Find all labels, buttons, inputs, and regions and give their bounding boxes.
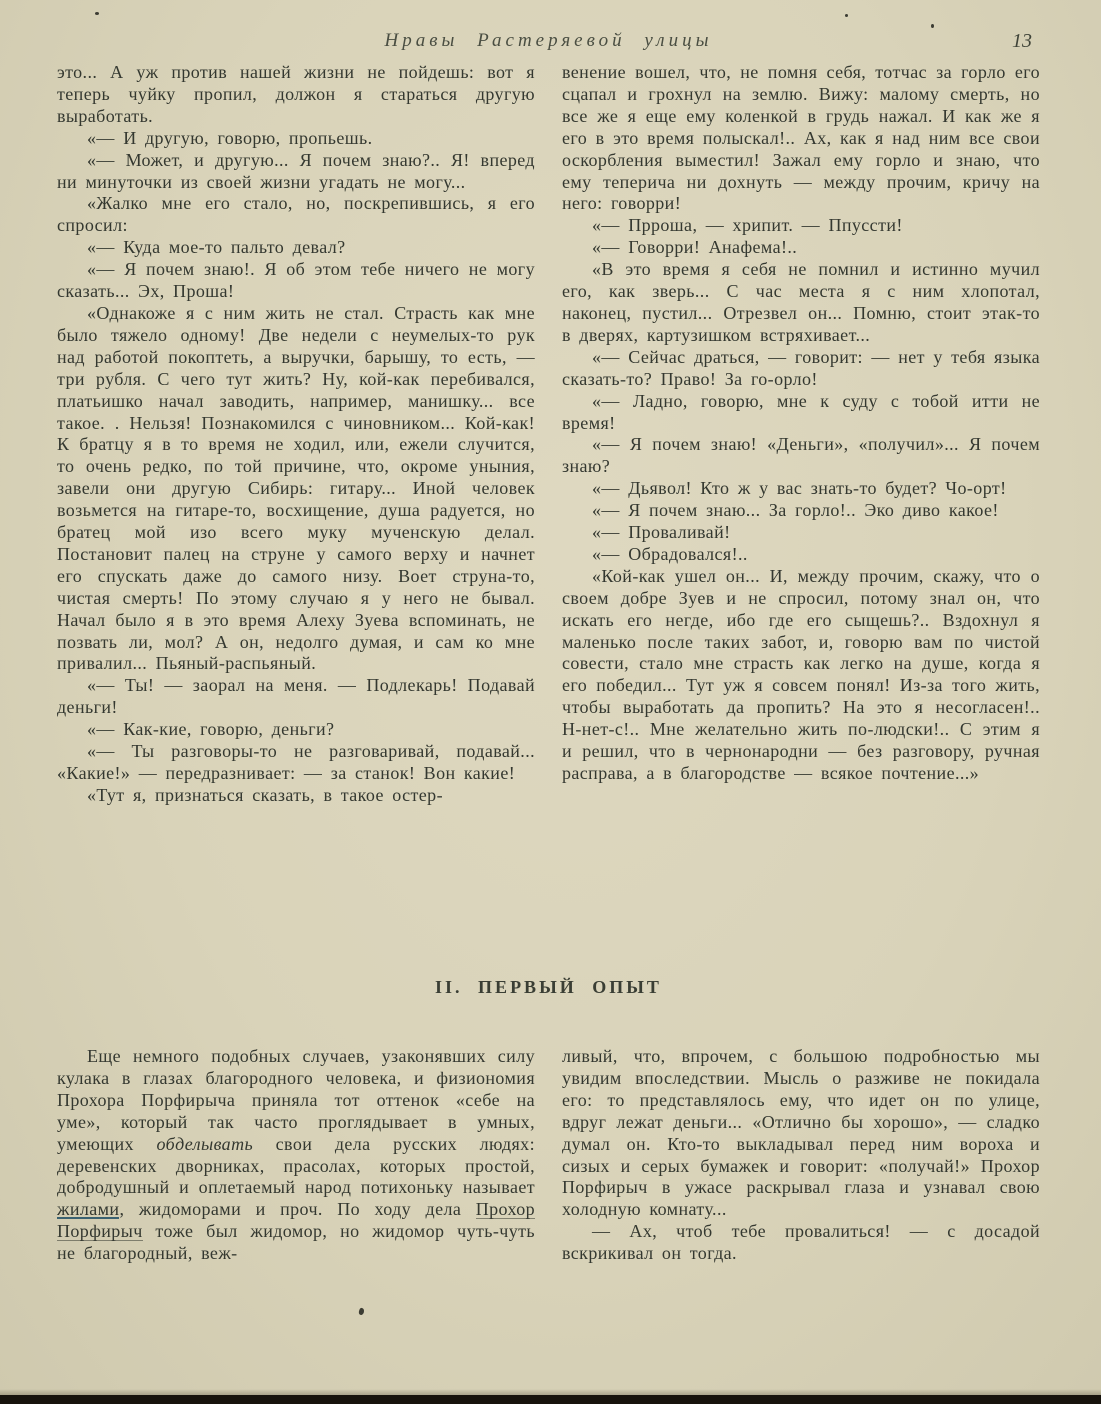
annotated-underlined-text: Прохор Порфирыч — [57, 1199, 535, 1242]
paragraph — [562, 544, 1040, 566]
text-run: «— Я почем знаю!. Я об этом тебе ничего не могу сказать... Эх, Проша! — [57, 259, 535, 302]
paragraph — [57, 741, 535, 785]
paragraph — [57, 1046, 535, 1265]
paragraph — [57, 719, 535, 741]
paragraph — [57, 62, 535, 128]
paragraph — [562, 434, 1040, 478]
text-run: «Тут я, признаться сказать, в такое остер- — [87, 784, 443, 805]
bottom-right-column — [562, 1046, 1040, 1265]
paragraph — [57, 128, 535, 150]
ink-speck — [358, 1307, 365, 1315]
text-run: «Жалко мне его стало, но, поскрепившись, я его спросил: — [57, 193, 535, 236]
text-run: «— Ладно, говорю, мне к суду с тобой итти не время! — [562, 390, 1040, 433]
text-run: «— Может, и другую... Я почем знаю?.. Я! вперед ни минуточки из своей жизни угадать не могу... — [57, 149, 535, 192]
ink-speck — [95, 12, 99, 15]
text-run: «— Я почем знаю! «Деньги», «получил»... Я почем знаю? — [562, 434, 1040, 477]
paragraph — [57, 193, 535, 237]
ink-speck — [931, 24, 934, 28]
text-run: «— Сейчас драться, — говорит: — нет у тебя языка сказать-то? Право! За го-орло! — [562, 346, 1040, 389]
paragraph — [562, 566, 1040, 785]
text-run: «— Ты разговоры-то не разговаривай, подавай... «Какие!» — передразнивает: — за станок! Вон какие! — [57, 741, 535, 783]
text-run: Еще немного подобных случаев, узаконявших силу кулака в глазах благородного человека, и физиономия Прохора Порфирыча приняла тот оттенок «себе на уме», который так часто проглядывает в умных, умеющих — [57, 1046, 535, 1154]
text-run: — Ах, чтоб тебе провалиться! — с досадой вскрикивал он тогда. — [562, 1221, 1040, 1264]
paragraph — [562, 478, 1040, 500]
annotated-underlined-text: жилами — [57, 1199, 120, 1220]
text-run: , жидоморами и проч. По ходу дела — [119, 1199, 476, 1220]
paragraph — [57, 259, 535, 303]
paragraph — [562, 62, 1040, 215]
text-run: «— Обрадовался!.. — [592, 543, 748, 564]
text-run: «— Прроша, — хрипит. — Ппуссти! — [592, 215, 903, 236]
paragraph — [57, 303, 535, 675]
section-heading: II. ПЕРВЫЙ ОПЫТ — [435, 977, 662, 997]
italic-text: обделывать — [156, 1133, 254, 1154]
text-run: «— Я почем знаю... За горло!.. Эко диво какое! — [592, 500, 999, 521]
text-run: это... А уж против нашей жизни не пойдешь: вот я теперь чуйку пропил, должон я стараться другую выработать. — [57, 62, 535, 126]
top-left-column — [57, 62, 535, 807]
paragraph — [562, 347, 1040, 391]
paragraph — [57, 785, 535, 807]
text-run: «— Куда мое-то пальто девал? — [87, 237, 346, 258]
page-header — [57, 30, 1040, 60]
text-run: «— Проваливай! — [592, 522, 731, 543]
running-title: Нравы Растеряевой улицы — [384, 30, 713, 51]
top-right-column — [562, 62, 1040, 807]
paragraph — [57, 675, 535, 719]
text-run: «— Говорри! Анафема!.. — [592, 237, 798, 258]
text-run: венение вошел, что, не помня себя, тотчас за горло его сцапал и грохнул на землю. Вижу: малому смерть, но все же я еще ему коленкой в грудь нажал. И как же я его в это время полыскал!.. Ах, как я над ним все свои оскорбления выместил! Зажал ему горло и знаю, что ему теперича ни дохнуть — между прочим, кричу на него: говорри! — [562, 62, 1040, 214]
text-run: «— И другую, говорю, пропьешь. — [87, 127, 373, 148]
ink-speck — [845, 14, 848, 17]
text-run: «Кой-как ушел он... И, между прочим, скажу, что о своем добре Зуев и не спросил, потому знал он, что искать его негде, ибо где его сыщешь?.. Вздохнул я маленько после таких забот, и, говорю вам по чистой совести, стало мне страсть как легко на душе, когда я его победил... Тут уж я совсем понял! Из-за того жить, чтобы выработать да пропить? На это я несогласен!.. Н-нет-с!.. Мне желательно жить по-людски!.. С этим я и решил, что в чернонародни — без разговору, ручная расправа, а в благородстве — всякое почтение...» — [562, 565, 1040, 783]
text-run: «— Дьявол! Кто ж у вас знать-то будет? Чо-орт! — [592, 478, 1007, 499]
text-run: ливый, что, впрочем, с большою подробностью мы увидим впоследствии. Мысль о разживе не покидала его: то представлялось ему, что идет он по улице, вдруг лежат деньги... «Отлично бы хорошо», — сладко думал он. Кто-то выкладывал перед ним вороха и сизых и серых бумажек и говорит: «получай!» Прохор Порфирыч в ужасе раскрывал глаза и узнавал свою холодную комнату... — [562, 1046, 1040, 1220]
top-text-block — [57, 62, 1040, 807]
bottom-text-block — [57, 1046, 1040, 1265]
text-run: тоже был жидомор, но жидомор чуть-чуть не благородный, веж- — [57, 1221, 535, 1264]
paragraph — [562, 500, 1040, 522]
paragraph — [562, 522, 1040, 544]
text-run: «— Как-кие, говорю, деньги? — [87, 719, 335, 740]
text-run: свои дела русских людях: деревенских дворниках, прасолах, которых простой, добродушный и оплетаемый народ потихоньку называет — [57, 1133, 535, 1198]
page-number: 13 — [1012, 30, 1032, 52]
paragraph — [57, 150, 535, 194]
text-run: «Однакоже я с ним жить не стал. Страсть как мне было тяжело одному! Две недели с неумелых-то рук над работой покоптеть, а выручки, барышу, то есть, — три рубля. С чего тут жить? Ну, кой-как перебивался, платьишко начал заводить, например, манишку... все такое. . Нельзя! Познакомился с чиновником... Кой-как! К братцу я в то время не ходил, или, ежели случится, то очень редко, по той причине, что, окроме уныния, завели они другую Сибирь: гитару... Иной человек возьмется на гитаре-то, восхищение, душа радуется, но братец мой изо всего муку мученскую делал. Постановит палец на струне у самого верху и начнет его спускать даже до самого низу. Воет струна-то, чистая смерть! По этому случаю я у него не бывал. Начал было я в это время Алеху Зуева вспоминать, не позвать ли, мол? А он, недолго думая, и сам ко мне привалил... Пьяный-распьяный. — [57, 302, 535, 674]
paragraph — [562, 215, 1040, 237]
paragraph — [562, 1046, 1040, 1221]
text-run: «В это время я себя не помнил и истинно мучил его, как зверь... С час места я с ним хлопотал, наконец, пустил... Отрезвел он... Помню, стоит этак-то в дверях, картузишком встряхивает... — [562, 259, 1040, 345]
paragraph — [57, 237, 535, 259]
paragraph — [562, 391, 1040, 435]
paragraph — [562, 237, 1040, 259]
text-run: «— Ты! — заорал на меня. — Подлекарь! Подавай деньги! — [57, 675, 535, 718]
paragraph — [562, 1221, 1040, 1265]
page-bottom-edge — [0, 1395, 1101, 1404]
bottom-left-column — [57, 1046, 535, 1265]
paragraph — [562, 259, 1040, 347]
